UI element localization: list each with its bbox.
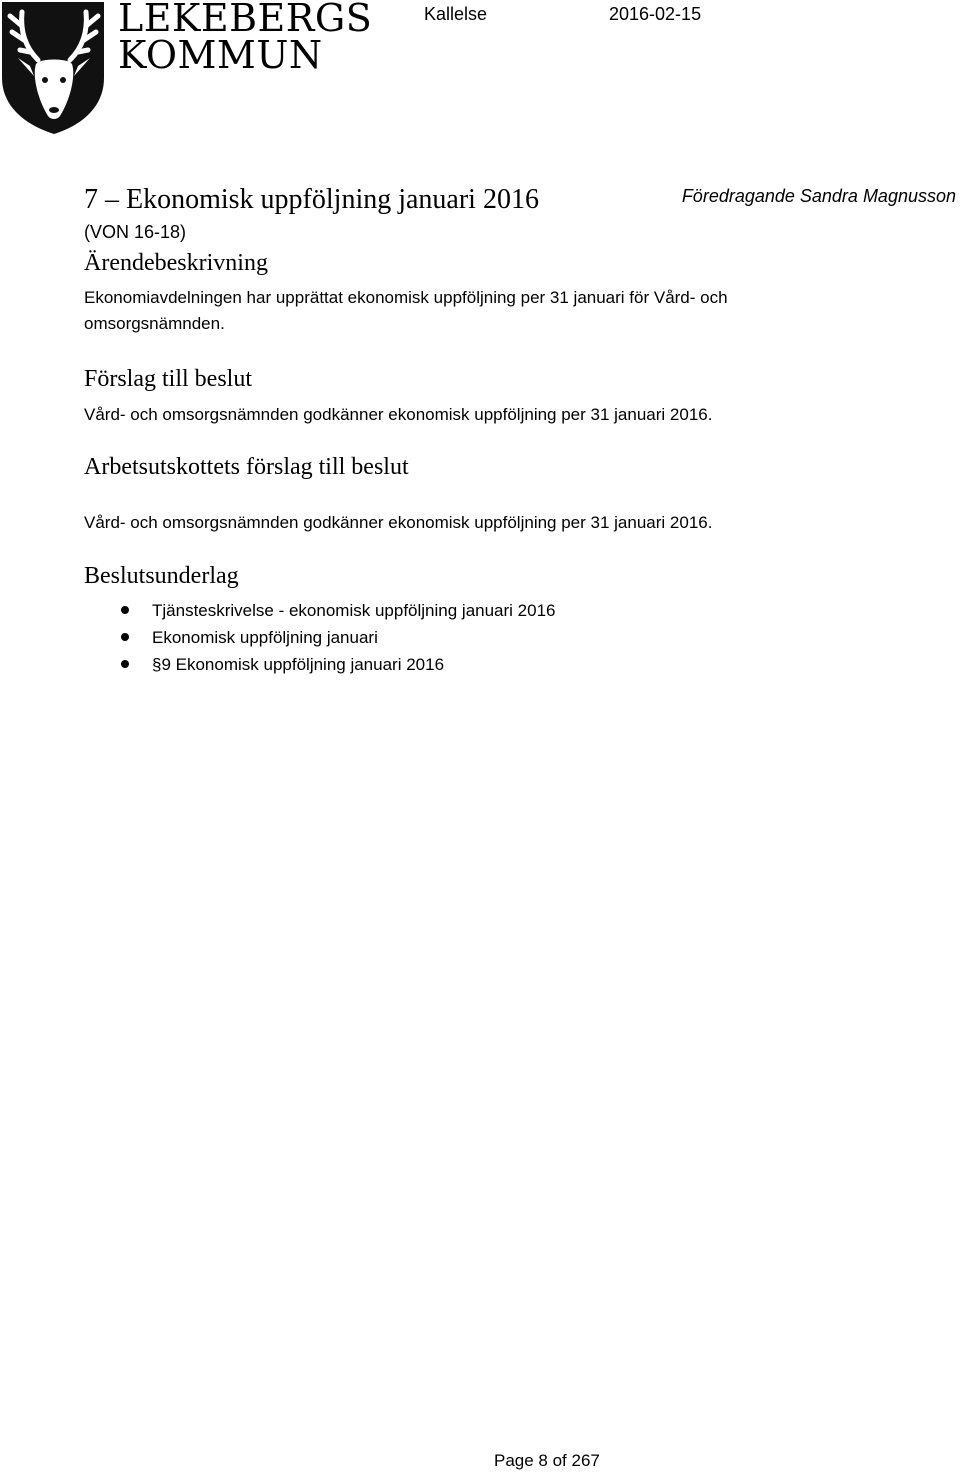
committee-proposal-heading: Arbetsutskottets förslag till beslut: [84, 454, 409, 480]
documents-list: [84, 597, 556, 678]
case-reference: (VON 16-18): [84, 222, 187, 242]
document-item-label: §9 Ekonomisk uppföljning januari 2016: [152, 655, 445, 674]
list-item: [84, 624, 556, 651]
proposal-heading: Förslag till beslut: [84, 366, 252, 392]
bullet-icon: [121, 660, 129, 668]
list-item: [84, 651, 556, 678]
page-number: Page 8 of 267: [494, 1451, 600, 1470]
description-heading: Ärendebeskrivning: [84, 250, 268, 276]
list-item: [84, 597, 556, 624]
bullet-icon: [121, 633, 129, 641]
committee-proposal-text: Vård- och omsorgsnämnden godkänner ekonomisk uppföljning per 31 januari 2016.: [84, 513, 713, 532]
proposal-text: Vård- och omsorgsnämnden godkänner ekonomisk uppföljning per 31 januari 2016.: [84, 405, 713, 424]
document-item-label: Ekonomisk uppföljning januari: [152, 628, 378, 647]
organization-name-line1: LEKEBERGS: [118, 0, 373, 40]
bullet-icon: [121, 606, 129, 614]
case-title: 7 – Ekonomisk uppföljning januari 2016: [84, 184, 539, 215]
organization-name-line2: KOMMUN: [118, 33, 323, 77]
description-text: Ekonomiavdelningen har upprättat ekonomisk uppföljning per 31 januari för Vård- och omsorgsnämnden.: [84, 288, 728, 333]
case-presenter: Föredragande Sandra Magnusson: [681, 186, 956, 206]
document-date: 2016-02-15: [609, 4, 702, 24]
document-item-label: Tjänsteskrivelse - ekonomisk uppföljning januari 2016: [152, 601, 556, 620]
deer-head-crest-icon: [0, 0, 108, 136]
documents-heading: Beslutsunderlag: [84, 563, 239, 589]
document-type: Kallelse: [424, 4, 488, 24]
organization-name: [118, 0, 373, 77]
